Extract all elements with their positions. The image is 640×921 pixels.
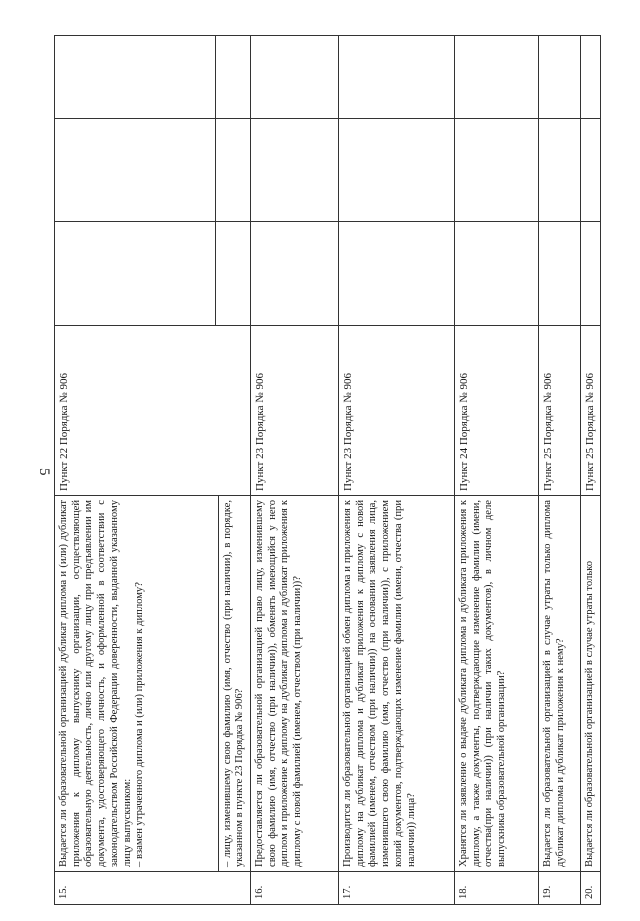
table-row — [55, 36, 251, 905]
answer-yes-cell — [581, 222, 601, 326]
question-text: Выдается ли образовательной организацией в случае утраты только — [581, 496, 601, 872]
table-row — [339, 36, 455, 905]
answer-yes-cell — [539, 222, 581, 326]
table-row — [539, 36, 581, 905]
reference-cell: Пункт 23 Порядка № 906 — [251, 326, 339, 496]
question-text: Выдается ли образовательной организацией дубликат диплома и (или) дубликат приложения к диплому выпускнику организации, осуществляющей образовательную деятельность, лично или другому лицу при предъявлении им документа, удостоверяющего личность, и оформленной в соответствии с законодательством Российской Федерации доверенности, выданной указанному лицу выпускником: – взамен утраченного диплома и (или) приложения к диплому? — [55, 496, 219, 871]
question-cell — [55, 496, 251, 872]
table-row — [251, 36, 339, 905]
reference-cell: Пункт 25 Порядка № 906 — [539, 326, 581, 496]
answer-na-cell — [251, 36, 339, 119]
answer-na-cell — [339, 36, 455, 119]
answer-no-cell — [339, 119, 455, 222]
answer-yes-cell — [55, 222, 251, 326]
checklist-sheet — [54, 36, 594, 905]
row-number: 18. — [455, 872, 539, 905]
reference-cell: Пункт 25 Порядка № 906 — [581, 326, 601, 496]
answer-yes-cell — [455, 222, 539, 326]
table-row — [455, 36, 539, 905]
row-number: 20. — [581, 872, 601, 905]
question-text: Выдается ли образовательной организацией в случае утраты только диплома дубликат диплома и дубликат приложения к нему? — [539, 496, 581, 872]
answer-no-cell — [455, 119, 539, 222]
answer-na-cell — [455, 36, 539, 119]
answer-na-cell — [581, 36, 601, 119]
answer-no-cell — [539, 119, 581, 222]
answer-na-cell — [539, 36, 581, 119]
reference-cell: Пункт 24 Порядка № 906 — [455, 326, 539, 496]
row-number: 16. — [251, 872, 339, 905]
row-number: 15. — [55, 872, 251, 905]
reference-cell: Пункт 22 Порядка № 906 — [55, 326, 251, 496]
table-row — [581, 36, 601, 905]
page-number: 5 — [36, 468, 52, 476]
checklist-table — [54, 35, 601, 905]
answer-yes-cell — [339, 222, 455, 326]
question-text: Хранятся ли заявление о выдаче дубликата диплома и дубликата приложения к диплому, а также документы, подтверждающие изменение фамилии (имени, отчества(при наличии)) (при наличии таких документов), в личном деле выпускника образовательной организации? — [455, 496, 539, 872]
question-text: Производится ли образовательной организацией обмен диплома и приложения к диплому на дубликат диплома и дубликат приложения к диплому с новой фамилией (именем, отчеством (при наличии)) на основании заявления лица, изменившего свою фамилию (имя, отчество (при наличии)), с приложением копий документов, подтверждающих изменение фамилии (имени, отчества (при наличии)) лица? — [339, 496, 455, 872]
row-number: 19. — [539, 872, 581, 905]
question-text: Предоставляется ли образовательной организацией право лицу, изменившему свою фамилию (имя, отчество (при наличии)), обменять имеющийся у него диплом и приложение к диплому на дубликат диплома и дубликат приложения к диплому с новой фамилией (именем, отчеством (при наличии))? — [251, 496, 339, 872]
reference-cell: Пункт 23 Порядка № 906 — [339, 326, 455, 496]
answer-no-cell — [581, 119, 601, 222]
answer-no-cell — [55, 119, 251, 222]
answer-na-cell — [55, 36, 251, 119]
question-subtext: – лицу, изменившему свою фамилию (имя, отчество (при наличии), в порядке, указанном в пункте 23 Порядка № 906? — [221, 500, 246, 867]
row-number: 17. — [339, 872, 455, 905]
answer-yes-cell — [251, 222, 339, 326]
answer-no-cell — [251, 119, 339, 222]
